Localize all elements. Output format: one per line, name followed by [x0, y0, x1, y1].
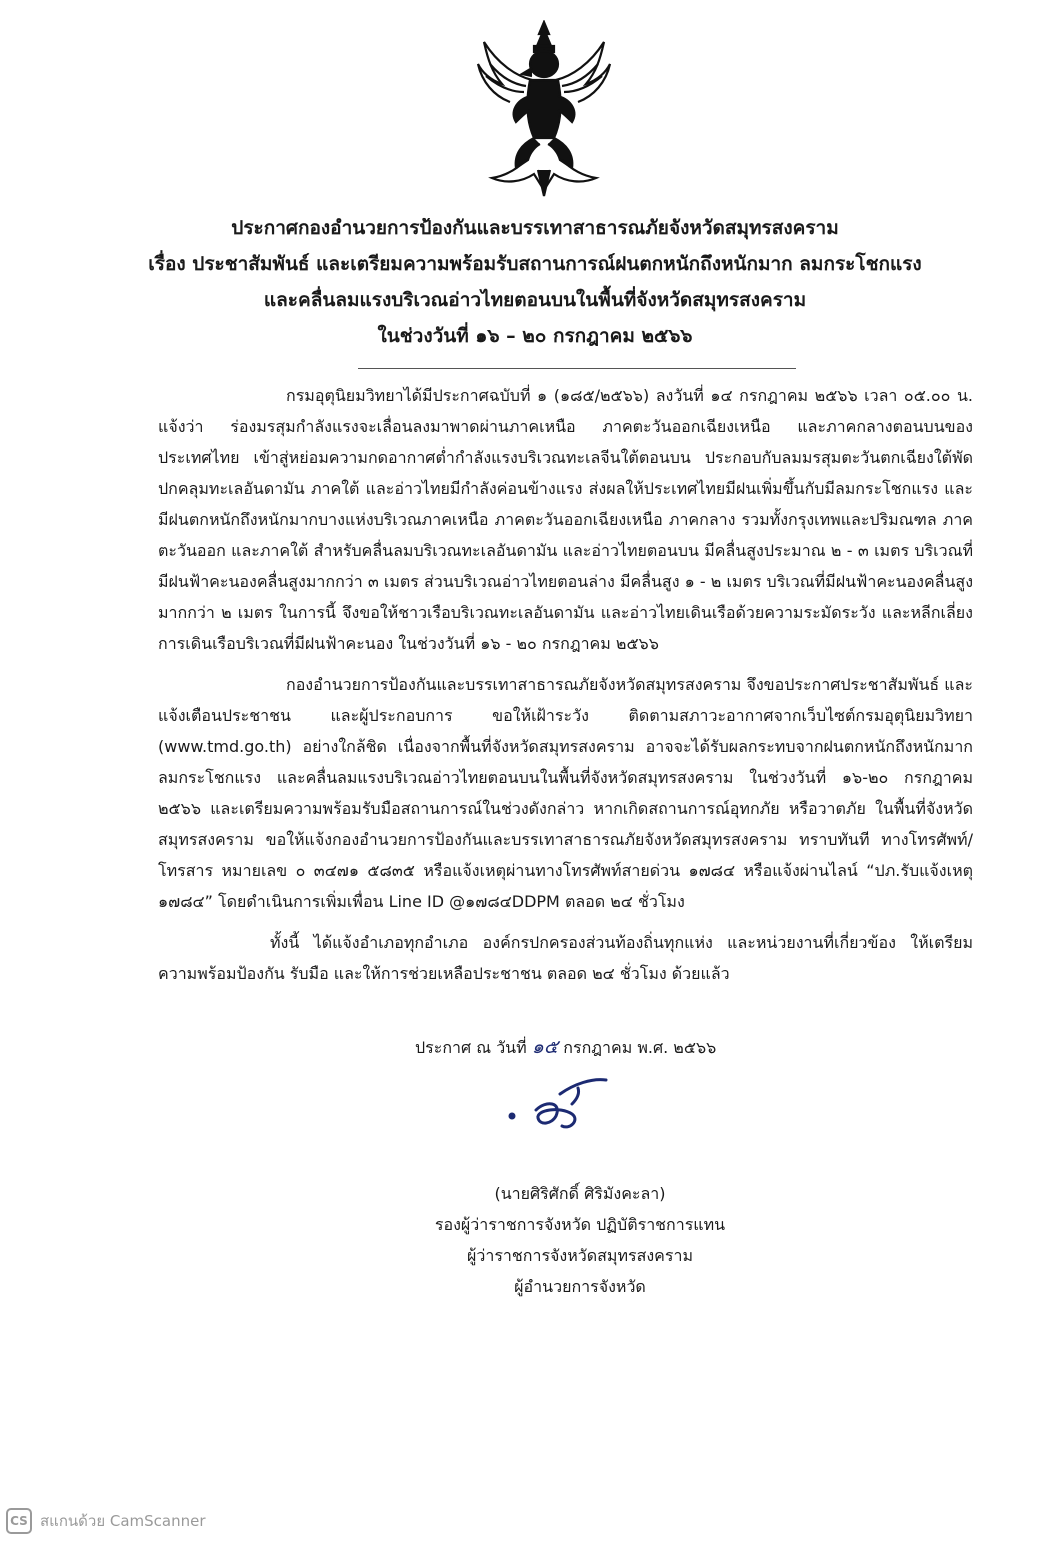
signer-name: (นายศิริศักดิ์ ศิริมังคะลา) — [494, 1184, 666, 1203]
date-day: ๑๕ — [531, 1036, 559, 1058]
paragraph-public-warning: กองอำนวยการป้องกันและบรรเทาสาธารณภัยจังหวัดสมุทรสงคราม จึงขอประกาศประชาสัมพันธ์ และแจ้งเตือนประชาชน และผู้ประกอบการ ขอให้เฝ้าระวัง ติดตามสภาวะอากาศจากเว็บไซต์กรมอุตุนิยมวิทยา (www.tmd.go.th) อย่างใกล้ชิด เนื่องจากพื้นที่จังหวัดสมุทรสงคราม อาจจะได้รับผลกระทบจากฝนตกหนักถึงหนักมาก ลมกระโชกแรง และคลื่นลมแรงบริเวณอ่าวไทยตอนบนในพื้นที่จังหวัดสมุทรสงคราม ในช่วงวันที่ ๑๖-๒๐ กรกฎาคม ๒๕๖๖ และเตรียมความพร้อมรับมือสถานการณ์ในช่วงดังกล่าว หากเกิดสถานการณ์อุทกภัย หรือวาตภัย ในพื้นที่จังหวัดสมุทรสงคราม ขอให้แจ้งกองอำนวยการป้องกันและบรรเทาสาธารณภัยจังหวัดสมุทรสงคราม ทราบทันที ทางโทรศัพท์/โทรสาร หมายเลข ๐ ๓๔๗๑ ๕๘๓๕ หรือแจ้งเหตุผ่านทางโทรศัพท์สายด่วน ๑๗๘๔ หรือแจ้งผ่านไลน์ “ปภ.รับแจ้งเหตุ ๑๗๘๔” โดยดำเนินการเพิ่มเพื่อน Line ID @๑๗๘๔DDPM ตลอด ๒๔ ชั่วโมง — [158, 675, 973, 911]
title-line-3: และคลื่นลมแรงบริเวณอ่าวไทยตอนบนในพื้นที่จังหวัดสมุทรสงคราม — [263, 289, 807, 311]
signer-position-3: ผู้อำนวยการจังหวัด — [514, 1277, 646, 1296]
announcement-title — [120, 210, 950, 354]
garuda-emblem-icon — [476, 20, 612, 198]
signer-block — [400, 1178, 760, 1302]
date-era-year: พ.ศ. ๒๕๖๖ — [637, 1038, 717, 1057]
signer-position-2: ผู้ว่าราชการจังหวัดสมุทรสงคราม — [466, 1246, 693, 1265]
title-line-4: ในช่วงวันที่ ๑๖ – ๒๐ กรกฎาคม ๒๕๖๖ — [377, 325, 693, 347]
paragraph-weather-forecast: กรมอุตุนิยมวิทยาได้มีประกาศฉบับที่ ๑ (๑๘๕/๒๕๖๖) ลงวันที่ ๑๔ กรกฎาคม ๒๕๖๖ เวลา ๐๕.๐๐ น. แจ้งว่า ร่องมรสุมกำลังแรงจะเลื่อนลงมาพาดผ่านภาคเหนือ ภาคตะวันออกเฉียงเหนือ และภาคกลางตอนบนของประเทศไทย เข้าสู่หย่อมความกดอากาศต่ำกำลังแรงบริเวณทะเลจีนใต้ตอนบน ประกอบกับลมมรสุมตะวันตกเฉียงใต้พัดปกคลุมทะเลอันดามัน ภาคใต้ และอ่าวไทยมีกำลังค่อนข้างแรง ส่งผลให้ประเทศไทยมีฝนเพิ่มขึ้นกับมีลมกระโชกแรง และมีฝนตกหนักถึงหนักมากบางแห่งบริเวณภาคเหนือ ภาคตะวันออกเฉียงเหนือ ภาคกลาง รวมทั้งกรุงเทพและปริมณฑล ภาคตะวันออก และภาคใต้ สำหรับคลื่นลมบริเวณทะเลอันดามัน และอ่าวไทยตอนบน มีคลื่นสูงประมาณ ๒ - ๓ เมตร บริเวณที่มีฝนฟ้าคะนองคลื่นสูงมากกว่า ๓ เมตร ส่วนบริเวณอ่าวไทยตอนล่าง มีคลื่นสูง ๑ - ๒ เมตร บริเวณที่มีฝนฟ้าคะนองคลื่นสูงมากกว่า ๒ เมตร ในการนี้ จึงขอให้ชาวเรือบริเวณทะเลอันดามัน และอ่าวไทยเดินเรือด้วยความระมัดระวัง และหลีกเลี่ยงการเดินเรือบริเวณที่มีฝนฟ้าคะนอง ในช่วงวันที่ ๑๖ - ๒๐ กรกฎาคม ๒๕๖๖ — [158, 386, 973, 653]
announcement-body — [158, 380, 973, 999]
camscanner-text: สแกนด้วย CamScanner — [40, 1512, 206, 1530]
title-divider — [358, 368, 796, 369]
camscanner-watermark — [6, 1508, 206, 1534]
handwritten-signature-icon — [500, 1076, 620, 1146]
title-line-2: เรื่อง ประชาสัมพันธ์ และเตรียมความพร้อมรับสถานการณ์ฝนตกหนักถึงหนักมาก ลมกระโชกแรง — [148, 253, 922, 275]
camscanner-logo-icon: CS — [6, 1508, 32, 1534]
date-prefix: ประกาศ ณ วันที่ — [415, 1038, 527, 1057]
signer-position-1: รองผู้ว่าราชการจังหวัด ปฏิบัติราชการแทน — [434, 1215, 726, 1234]
paragraph-notification: ทั้งนี้ ได้แจ้งอำเภอทุกอำเภอ องค์กรปกครองส่วนท้องถิ่นทุกแห่ง และหน่วยงานที่เกี่ยวข้อง ให้เตรียมความพร้อมป้องกัน รับมือ และให้การช่วยเหลือประชาชน ตลอด ๒๔ ชั่วโมง ด้วยแล้ว — [158, 933, 973, 983]
title-line-1: ประกาศกองอำนวยการป้องกันและบรรเทาสาธารณภัยจังหวัดสมุทรสงคราม — [231, 217, 839, 239]
date-month: กรกฎาคม — [563, 1038, 633, 1057]
announcement-date — [415, 1032, 716, 1062]
